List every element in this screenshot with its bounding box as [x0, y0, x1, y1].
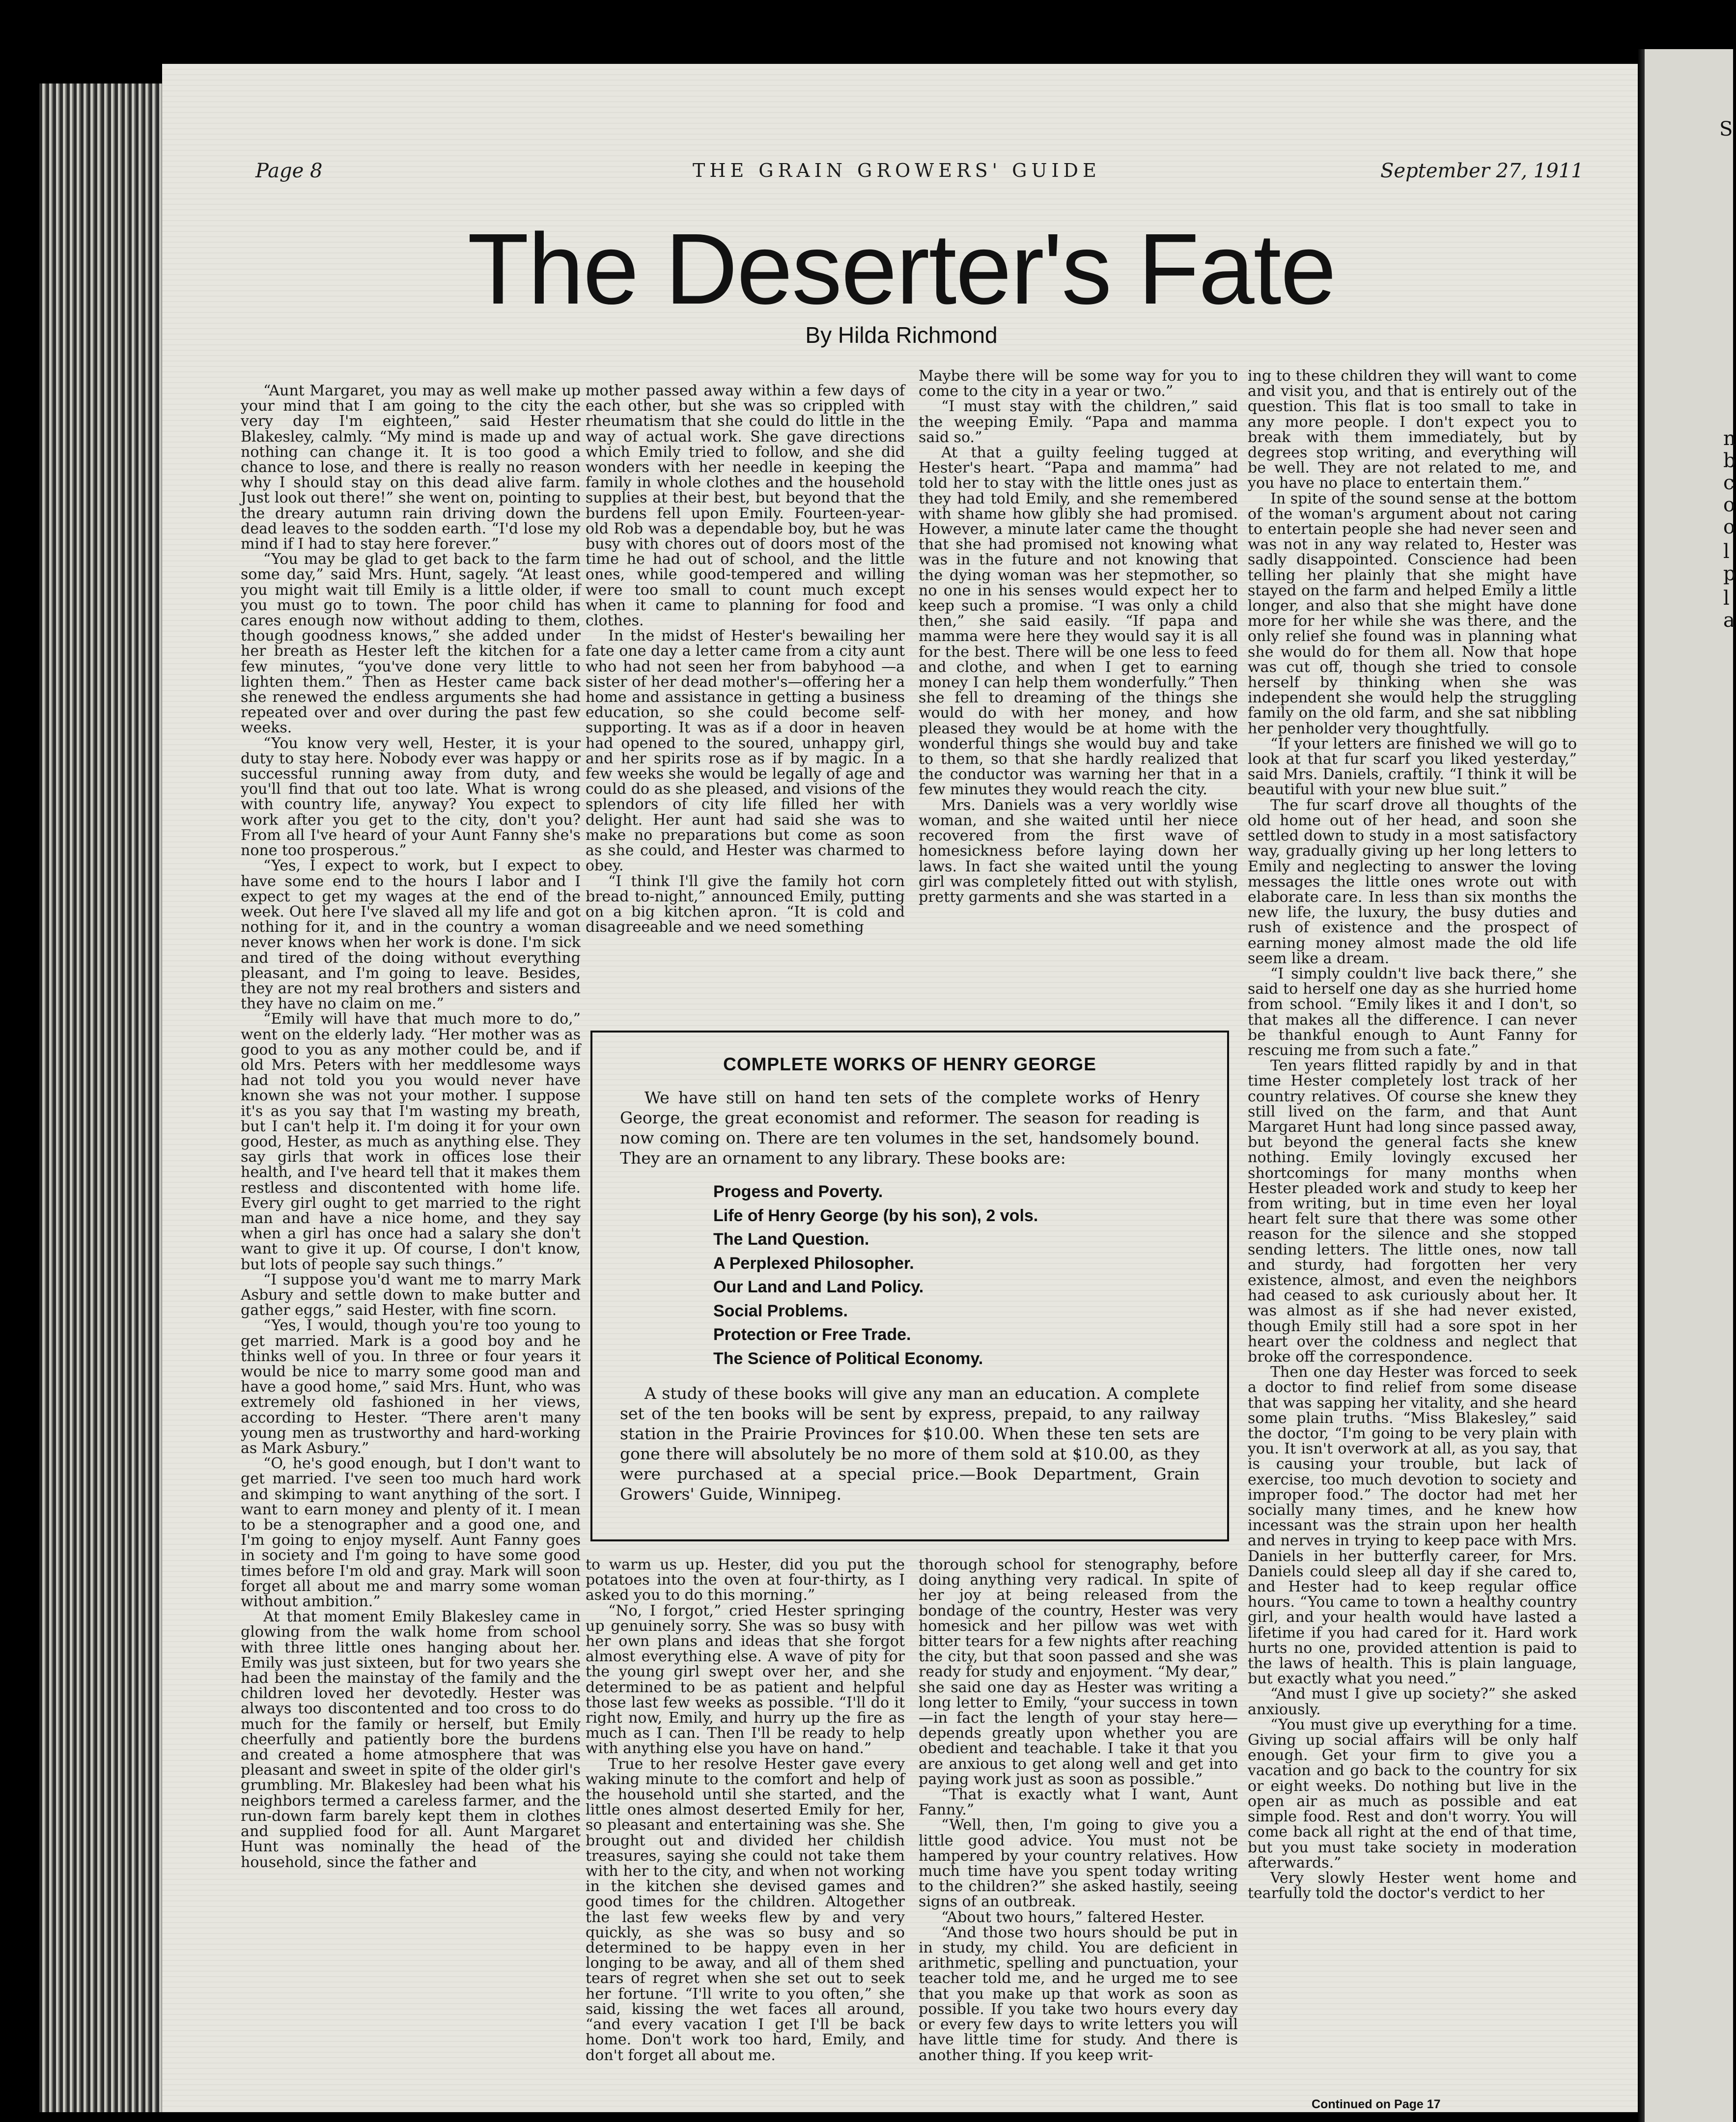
paragraph: True to her resolve Hester gave every waking minute to the comfort and help of the household until she started, and the little ones almost deserted Emily for her, so pleasant and entertaining was she. She brought out and divided her childish treasures, saying she could not take them with her to the city, and when not working in the kitchen she devised games and good times for the children. Altogether the last few weeks flew by and very quickly, as she was so busy and so determined to be happy even in her longing to be away, and all of them shed tears of regret when she set out to seek her fortune. “I'll write to you often,” she said, kissing the wet faces all around, “and every vacation I get I'll be back home. Don't work too hard, Emily, and don't forget all about me.: [586, 1755, 905, 2064]
paragraph: “I suppose you'd want me to marry Mark Asbury and settle down to make butter and gather eggs,” said Hester, with fine scorn.: [241, 1271, 581, 1319]
paragraph: “I simply couldn't live back there,” she said to herself one day as she hurried home from school. “Emily likes it and I don't, so that makes all the difference. I can never be thankful enough to Aunt Fanny for rescuing me from such a fate.”: [1248, 965, 1577, 1059]
adjacent-page-text: S: [1719, 118, 1733, 140]
story-title: The Deserter's Fate: [467, 213, 1336, 325]
paragraph: “Well, then, I'm going to give you a little good advice. You must not be hampered by your country relatives. How much time have you spent today writing to the children?” she asked hastily, seeing signs of an outbreak.: [919, 1816, 1238, 1911]
paragraph: “I think I'll give the family hot corn bread to-night,” announced Emily, putting on a big kitchen apron. “It is cold and disagreeable and we need something: [586, 872, 905, 936]
paragraph: In the midst of Hester's bewailing her fate one day a letter came from a city aunt who had not seen her from babyhood —a sister of her dead mother's—offering her a home and assistance in getting a business education, so she could become self-supporting. It was as if a door in heaven had opened to the soured, unhappy girl, and her spirits rose as if by magic. In a few weeks she would be legally of age and could do as she pleased, and visions of the splendors of city life filled her with delight. Her aunt had said she was to make no preparations but come as soon as she could, and Hester was charmed to obey.: [586, 627, 905, 875]
adjacent-page-text: c: [1723, 472, 1735, 494]
paragraph: “I must stay with the children,” said the weeping Emily. “Papa and mamma said so.”: [919, 398, 1238, 446]
book-item: A Perplexed Philosopher.: [713, 1254, 914, 1273]
ad-outro: A study of these books will give any man an education. A complete set of the ten books will be sent by express, prepaid, to any railway station in the Prairie Provinces for $10.00. When these ten sets are gone there will absolutely be no more of them sold at $10.00, as they were purchased at a special price.—Book Department, Grain Growers' Guide, Winnipeg.: [620, 1384, 1200, 1504]
paragraph: At that moment Emily Blakesley came in glowing from the walk home from school with three little ones hanging about her. Emily was just sixteen, but for two years she had been the mainstay of the family and the children loved her devotedly. Hester was always too discontented and too cross to do much for the family or herself, but Emily cheerfully and patiently bore the burdens and created a home atmosphere that was pleasant and sweet in spite of the older girl's grumbling. Mr. Blakesley had been what his neighbors termed a careless farmer, and the run-down farm barely kept them in clothes and supplied food for all. Aunt Margaret Hunt was nominally the head of the household, since the father and: [241, 1608, 581, 1871]
henry-george-book-ad: [590, 1031, 1229, 1541]
paragraph: “No, I forgot,” cried Hester springing up genuinely sorry. She was so busy with her own plans and ideas that she forgot almost everything else. A wave of pity for the young girl swept over her, and she determined to be as patient and helpful those last few weeks as possible. “I'll do it right now, Emily, and hurry up the fire as much as I can. Then I'll be ready to help with anything else you have on hand.”: [586, 1602, 905, 1758]
paragraph: thorough school for stenography, before doing anything very radical. In spite of her joy at being released from the bondage of the country, Hester was very homesick and her pillow was wet with bitter tears for a few nights after reaching the city, but that soon passed and she was ready for study and enjoyment. “My dear,” she said one day as Hester was writing a long letter to Emily, “your success in town—in fact the length of your stay here—depends greatly upon whether you are obedient and teachable. I take it that you are anxious to get along well and get into paying work just as soon as possible.”: [919, 1556, 1238, 1788]
column-3-top: [919, 368, 1238, 1017]
column-4: [1248, 368, 1577, 2093]
ad-intro: We have still on hand ten sets of the complete works of Henry George, the great economist and reformer. The season for reading is now coming on. There are ten volumes in the set, handsomely bound. They are an ornament to any library. These books are:: [620, 1088, 1200, 1168]
book-item: Protection or Free Trade.: [713, 1325, 911, 1344]
paragraph: “Aunt Margaret, you may as well make up your mind that I am going to the city the very day I'm eighteen,” said Hester Blakesley, calmly. “My mind is made up and nothing can change it. It is too good a chance to lose, and there is really no reason why I should stay on this dead alive farm. Just look out there!” she went on, pointing to the dreary autumn rain driving down the dead leaves to the sodden earth. “I'd lose my mind if I had to stay here forever.”: [241, 382, 581, 553]
book-item: Our Land and Land Policy.: [713, 1278, 924, 1296]
adjacent-page-text: b: [1723, 449, 1736, 472]
paragraph: to warm us up. Hester, did you put the potatoes into the oven at four-thirty, as I asked you to do this morning.”: [586, 1556, 905, 1604]
adjacent-page-text: a: [1723, 609, 1735, 632]
paragraph: “You know very well, Hester, it is your duty to stay here. Nobody ever was happy or successful running away from duty, and you'll find that out too late. What is wrong with country life, anyway? You expect to work after you get to the city, don't you? From all I've heard of your Aunt Fanny she's none too prosperous.”: [241, 734, 581, 860]
issue-date: September 27, 1911: [1380, 160, 1584, 182]
paragraph: Then one day Hester was forced to seek a doctor to find relief from some disease that was sapping her vitality, and she heard some plain truths. “Miss Blakesley,” said the doctor, “I'm going to be very plain with you. It isn't overwork at all, as you say, that is causing your trouble, but lack of exercise, too much devotion to society and improper food.” The doctor had met her socially many times, and he knew how incessant was the strain upon her health and nerves in trying to keep pace with Mrs. Daniels in her butterfly career, for Mrs. Daniels could sleep all day if she cared to, and Hester had to keep regular office hours. “You came to town a healthy country girl, and your health would have lasted a lifetime if you had cared for it. Hard work hurts no one, provided attention is paid to the laws of health. This is plain language, but exactly what you need.”: [1248, 1364, 1577, 1688]
paragraph: “You must give up everything for a time. Giving up social affairs will be only half enough. Get your firm to give you a vacation and go back to the country for six or eight weeks. Do nothing but live in the open air as much as possible and eat simple food. Rest and don't worry. You will come back all right at the end of that time, but you must take society in moderation afterwards.”: [1248, 1716, 1577, 1871]
story-byline: By Hilda Richmond: [805, 322, 998, 348]
paragraph: Mrs. Daniels was a very worldly wise woman, and she waited until her niece recovered from the first wave of homesickness before laying down her laws. In fact she waited until the young girl was completely fitted out with stylish, pretty garments and she was started in a: [919, 796, 1238, 906]
column-2-top: [586, 383, 905, 1017]
paragraph: In spite of the sound sense at the bottom of the woman's argument about not caring to entertain people she had never seen and was not in any way related to, Hester was sadly disappointed. Conscience had been telling her plainly that she might have stayed on the farm and helped Emily a little longer, and also that she might have done more for her while she was there, and the only relief she found was in planning what she would do for them all. Now that hope was cut off, though she tried to console herself by thinking when she was independent she would help the struggling family on the old farm, and she sat nibbling her penholder very thoughtfully.: [1248, 490, 1577, 737]
continued-note: Continued on Page 17: [1312, 2097, 1441, 2111]
paragraph: At that a guilty feeling tugged at Hester's heart. “Papa and mamma” had told her to stay with the little ones just as they had told Emily, and she remembered with shame how glibly she had promised. However, a minute later came the thought that she had promised not knowing what was in the future and not knowing that the dying woman was her stepmother, so no one in his senses would expect her to keep such a promise. “I was only a child then,” she said easily. “If papa and mamma were here they would say it is all for the best. There will be one less to feed and clothe, and when I get to earning money I can help them wonderfully.” Then she fell to dreaming of the things she would do with her money, and how pleased they would be at home with the wonderful things she would buy and take to them, so that she hardly realized that the conductor was warning her that in a few minutes they would reach the city.: [919, 444, 1238, 799]
paragraph: “If your letters are finished we will go to look at that fur scarf you liked yesterday,” said Mrs. Daniels, craftily. “I think it will be beautiful with your new blue suit.”: [1248, 735, 1577, 799]
paragraph: “And must I give up society?” she asked anxiously.: [1248, 1685, 1577, 1718]
publication-name: THE GRAIN GROWERS' GUIDE: [693, 160, 1101, 181]
paragraph: ing to these children they will want to come and visit you, and that is entirely out of the question. This flat is too small to take in any more people. I don't expect you to break with them immediately, but by degrees stop writing, and everything will be well. They are not related to me, and you have no place to entertain them.”: [1248, 367, 1577, 492]
paragraph: Ten years flitted rapidly by and in that time Hester completely lost track of her country relatives. Of course she knew they still lived on the farm, and that Aunt Margaret Hunt had long since passed away, but beyond the general facts she knew nothing. Emily lovingly excused her shortcomings for many months when Hester pleaded work and study to keep her from writing, but in time even her loyal heart felt sure that there was some other reason for the silence and she stopped sending letters. The little ones, now tall and sturdy, had forgotten her very existence, almost, and even the neighbors had ceased to ask curiously about her. It was almost as if she had never existed, though Emily still had a sore spot in her heart over the coldness and neglect that broke off the correspondence.: [1248, 1057, 1577, 1366]
adjacent-page-text: o: [1723, 494, 1736, 516]
paragraph: The fur scarf drove all thoughts of the old home out of her head, and soon she settled down to study in a most satisfactory way, gradually giving up her long letters to Emily and neglecting to answer the loving messages the little ones wrote out with elaborate care. In less than six months the new life, the luxury, the busy duties and rush of existence and the prospect of earning money almost made the old life seem like a dream.: [1248, 796, 1577, 967]
paragraph: Very slowly Hester went home and tearfully told the doctor's verdict to her: [1248, 1869, 1577, 1902]
book-item: The Land Question.: [713, 1230, 869, 1249]
adjacent-page-text: p: [1723, 562, 1736, 585]
paragraph: “About two hours,” faltered Hester.: [941, 1908, 1205, 1926]
paragraph: “That is exactly what I want, Aunt Fanny.”: [919, 1786, 1238, 1819]
paragraph: “Yes, I would, though you're too young to get married. Mark is a good boy and he thinks well of you. In three or four years it would be nice to marry some good man and have a good home,” said Mrs. Hunt, who was extremely old fashioned in her views, according to Hester. “There aren't many young men as trustworthy and hard-working as Mark Asbury.”: [241, 1317, 581, 1457]
column-2-bottom: [586, 1557, 905, 2093]
newspaper-page: [162, 64, 1641, 2112]
page-gutter: [1638, 49, 1645, 2122]
book-item: Life of Henry George (by his son), 2 vols.: [713, 1206, 1038, 1225]
paragraph: “Emily will have that much more to do,” went on the elderly lady. “Her mother was as good to you as any mother could be, and if old Mrs. Peters with her meddlesome ways had not told you you would never have known she was not your mother. I suppose it's as you say that I'm wasting my breath, but I can't help it. I'm doing it for your own good, Hester, as much as anything else. They say girls that work in offices lose their health, and I've heard tell that it makes them restless and discontented with home life. Every girl ought to get married to the right man and have a nice home, and they say when a girl has once had a salary she don't want to give it up. Of course, I don't know, but lots of people say such things.”: [241, 1010, 581, 1273]
paragraph: “Yes, I expect to work, but I expect to have some end to the hours I labor and I expect to get my wages at the end of the week. Out here I've slaved all my life and got nothing for it, and in the country a woman never knows when her work is done. I'm sick and tired of the doing without everything pleasant, and I'm going to leave. Besides, they are not my real brothers and sisters and they have no claim on me.”: [241, 857, 581, 1013]
paragraph: mother passed away within a few days of each other, but she was so crippled with rheumatism that she could do little in the way of actual work. She gave directions which Emily tried to follow, and she did wonders with her needle in keeping the family in whole clothes and the household supplies at their best, but beyond that the burdens fell upon Emily. Fourteen-year-old Rob was a dependable boy, but he was busy with chores out of doors most of the time he had out of school, and the little ones, while good-tempered and willing were too small to count much except when it came to planning for food and clothes.: [586, 382, 905, 630]
book-list: [713, 1180, 1200, 1370]
page-number: Page 8: [255, 160, 323, 182]
paragraph: Maybe there will be some way for you to come to the city in a year or two.”: [919, 367, 1238, 400]
adjacent-page-text: o: [1723, 516, 1736, 538]
book-item: Social Problems.: [713, 1301, 848, 1320]
adjacent-page-text: n: [1723, 427, 1736, 450]
paragraph: “O, he's good enough, but I don't want to get married. I've seen too much hard work and skimping to want anything of the sort. I want to earn money and plenty of it. I mean to be a stenographer and a good one, and I'm going to enjoy myself. Aunt Fanny goes in society and I'm going to have some good times before I'm old and gray. Mark will soon forget all about me and marry some woman without ambition.”: [241, 1455, 581, 1611]
book-item: Progess and Poverty.: [713, 1182, 883, 1201]
paragraph: “And those two hours should be put in in study, my child. You are deficient in arithmetic, spelling and punctuation, your teacher told me, and he urged me to see that you make up that work as soon as possible. If you take two hours every day or every few days to write letters you will have little time for study. And there is another thing. If you keep writ-: [919, 1924, 1238, 2064]
column-3-bottom: [919, 1557, 1238, 2093]
adjacent-page-strip: [1641, 49, 1736, 2122]
book-item: The Science of Political Economy.: [713, 1349, 983, 1368]
column-1: [241, 383, 581, 2112]
paragraph: “You may be glad to get back to the farm some day,” said Mrs. Hunt, sagely. “At least you might wait till Emily is a little older, if you must go to town. The poor child has cares enough now without adding to them, though goodness knows,” she added under her breath as Hester left the kitchen for a few minutes, “you've done very little to lighten them.” Then as Hester came back she renewed the endless arguments she had repeated over and over during the past few weeks.: [241, 551, 581, 737]
ad-heading: COMPLETE WORKS OF HENRY GEORGE: [723, 1054, 1096, 1074]
adjacent-page-text: l: [1723, 540, 1730, 563]
adjacent-page-text: l: [1723, 587, 1730, 610]
